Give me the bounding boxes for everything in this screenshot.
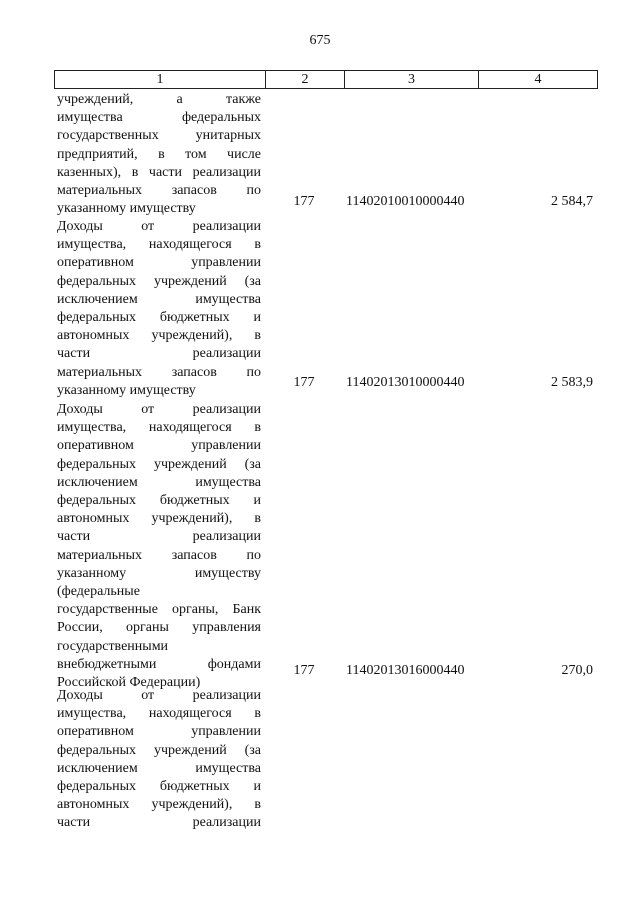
revenue-code: 11402010010000440 [346, 194, 465, 209]
page-number: 675 [309, 33, 331, 48]
amount: 270,0 [561, 663, 593, 678]
description-line: исключением имущества [57, 291, 261, 307]
table-header [54, 70, 598, 89]
row-description [57, 401, 261, 692]
description-line: автономных учреждений), в [57, 328, 261, 344]
revenue-code: 11402013016000440 [346, 663, 465, 678]
admin-code: 177 [293, 663, 315, 678]
amount: 2 584,7 [551, 194, 593, 209]
description-line: оперативном управлении [57, 255, 261, 271]
description-line: части реализации [57, 529, 261, 545]
row-description [57, 91, 261, 218]
description-line: федеральных бюджетных и [57, 310, 261, 326]
description-line: внебюджетными фондами [57, 656, 261, 672]
header-col-3: 3 [345, 71, 479, 88]
description-line: Доходы от реализации [57, 402, 261, 417]
description-line: федеральных учреждений (за [57, 456, 261, 472]
description-line: имущества федеральных [57, 110, 261, 126]
header-col-4: 4 [534, 71, 542, 87]
row-description [57, 218, 261, 400]
description-line: учреждений, а также [57, 92, 261, 107]
description-line: Доходы от реализации [57, 688, 261, 703]
description-line: указанному имуществу [57, 382, 196, 398]
description-line: имущества, находящегося в [57, 420, 261, 436]
description-line: части реализации [57, 815, 261, 831]
description-line: государственных унитарных [57, 128, 261, 144]
description-line: России, органы управления [57, 620, 261, 636]
description-line: материальных запасов по [57, 547, 261, 563]
description-line: имущества, находящегося в [57, 237, 261, 253]
header-col-2: 2 [266, 71, 345, 88]
row-description [57, 687, 261, 833]
description-line: предприятий, в том числе [57, 146, 261, 162]
revenue-code: 11402013010000440 [346, 375, 465, 390]
description-line: (федеральные [57, 584, 140, 600]
description-line: федеральных бюджетных и [57, 779, 261, 795]
description-line: Доходы от реализации [57, 219, 261, 234]
description-line: материальных запасов по [57, 183, 261, 199]
description-line: имущества, находящегося в [57, 706, 261, 722]
description-line: государственные органы, Банк [57, 602, 261, 618]
header-col-1: 1 [55, 71, 266, 88]
description-line: федеральных бюджетных и [57, 493, 261, 509]
description-line: федеральных учреждений (за [57, 273, 261, 289]
admin-code: 177 [293, 375, 315, 390]
description-line: исключением имущества [57, 474, 261, 490]
amount: 2 583,9 [551, 375, 593, 390]
description-line: автономных учреждений), в [57, 511, 261, 527]
description-line: части реализации [57, 346, 261, 362]
description-line: Российской Федерации) [57, 675, 201, 691]
admin-code: 177 [293, 194, 315, 209]
description-line: оперативном управлении [57, 724, 261, 740]
description-line: оперативном управлении [57, 438, 261, 454]
description-line: казенных), в части реализации [57, 164, 261, 180]
description-line: указанному имуществу [57, 201, 196, 217]
description-line: указанному имуществу [57, 565, 261, 581]
description-line: материальных запасов по [57, 364, 261, 380]
description-line: автономных учреждений), в [57, 797, 261, 813]
description-line: федеральных учреждений (за [57, 742, 261, 758]
description-line: исключением имущества [57, 760, 261, 776]
description-line: государственными [57, 638, 169, 654]
